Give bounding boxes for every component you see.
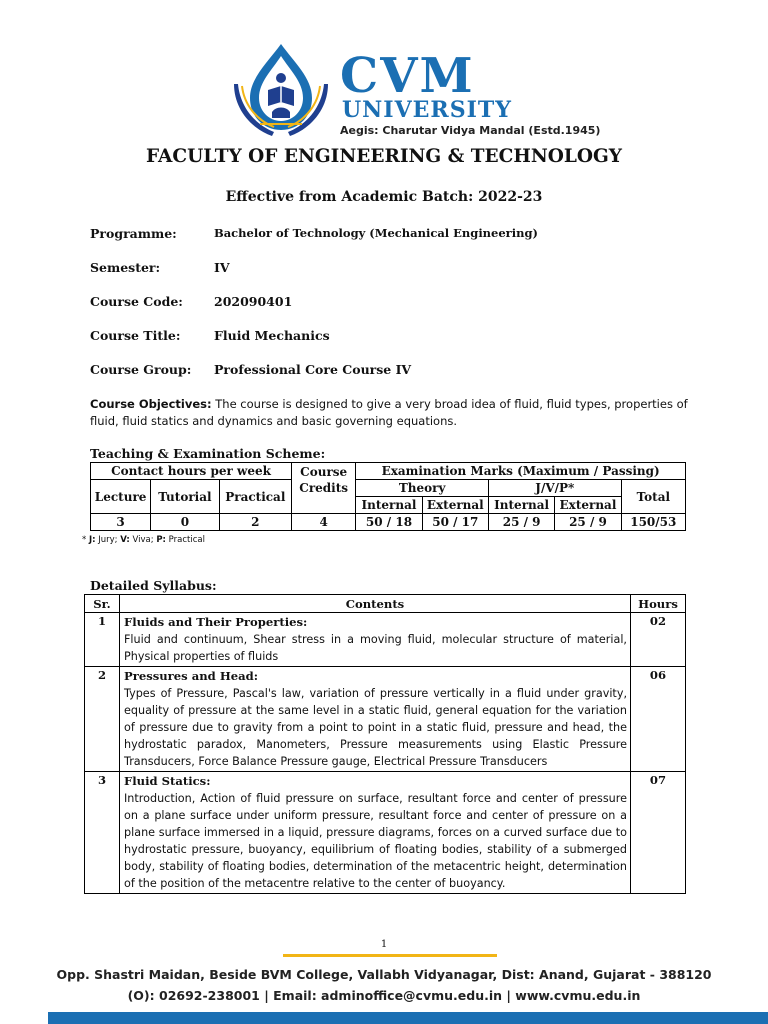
- theory-internal-header: Internal: [356, 497, 422, 514]
- teaching-scheme-table: [90, 462, 686, 531]
- footnote-j-text: Jury;: [95, 535, 121, 545]
- jvp-internal-value: 25 / 9: [488, 514, 554, 531]
- credits-header-line1: Course: [300, 465, 348, 479]
- scheme-title: Teaching & Examination Scheme:: [90, 446, 326, 461]
- row-hours: 07: [631, 772, 686, 894]
- footer-contact: (O): 02692-238001 | Email: adminoffice@cvmu.edu.in | www.cvmu.edu.in: [127, 988, 641, 1003]
- brand-name: CVM: [340, 48, 475, 104]
- batch-line: Effective from Academic Batch: 2022-23: [225, 189, 543, 205]
- objectives-text: The course is designed to give a very broad idea of fluid, fluid types, properties of fluid, fluid statics and dynamics and basic governing equations.: [90, 397, 688, 428]
- programme-value: Bachelor of Technology (Mechanical Engineering): [214, 226, 538, 240]
- syllabus-title: Detailed Syllabus:: [90, 578, 217, 593]
- course-title-row: [90, 328, 330, 343]
- footer-divider: [283, 954, 497, 957]
- contents-header: Contents: [120, 595, 631, 613]
- footnote-v: V:: [120, 535, 130, 545]
- exam-marks-header: Examination Marks (Maximum / Passing): [356, 463, 686, 480]
- lecture-value: 3: [91, 514, 151, 531]
- row-content: [120, 613, 631, 667]
- tutorial-header: Tutorial: [151, 480, 219, 514]
- jvp-header: J/V/P*: [488, 480, 621, 497]
- contact-hours-header: Contact hours per week: [91, 463, 292, 480]
- course-title-value: Fluid Mechanics: [214, 328, 330, 343]
- course-code-row: [90, 294, 293, 309]
- row-sr: 3: [85, 772, 120, 894]
- course-objectives: [90, 396, 700, 430]
- row-topic: Fluid Statics:: [124, 774, 211, 788]
- row-topic: Pressures and Head:: [124, 669, 259, 683]
- programme-row: [90, 226, 538, 241]
- theory-internal-value: 50 / 18: [356, 514, 422, 531]
- course-title-label: Course Title:: [90, 328, 181, 343]
- credits-value: 4: [292, 514, 356, 531]
- programme-label: Programme:: [90, 226, 177, 241]
- hours-header: Hours: [631, 595, 686, 613]
- sr-header: Sr.: [85, 595, 120, 613]
- row-hours: 02: [631, 613, 686, 667]
- total-header: Total: [621, 480, 685, 514]
- footer-address: Opp. Shastri Maidan, Beside BVM College, Vallabh Vidyanagar, Dist: Anand, Gujarat - 388120: [56, 967, 712, 982]
- footnote-p-text: Practical: [165, 535, 205, 545]
- row-topic: Fluids and Their Properties:: [124, 615, 308, 629]
- faculty-title: FACULTY OF ENGINEERING & TECHNOLOGY: [146, 146, 622, 167]
- course-group-row: [90, 362, 412, 377]
- course-group-value: Professional Core Course IV: [214, 362, 412, 377]
- table-row: [85, 613, 686, 667]
- course-group-label: Course Group:: [90, 362, 192, 377]
- row-sr: 2: [85, 667, 120, 772]
- university-logo: [232, 40, 601, 138]
- total-value: 150/53: [621, 514, 685, 531]
- row-desc: Types of Pressure, Pascal's law, variation of pressure vertically in a fluid under gravity, equality of pressure at the same level in a static fluid, general equation for the variation of pressure due to gravity from a point to point in a static fluid, pressure and head, the hydrostatic paradox, Manometers, Pressure measurements using Elastic Pressure Transducers, Force Balance Pressure gauge, Electrical Pressure Transducers: [124, 687, 627, 768]
- theory-external-value: 50 / 17: [422, 514, 488, 531]
- syllabus-table: [84, 594, 686, 894]
- table-row: [85, 772, 686, 894]
- objectives-label: Course Objectives:: [90, 397, 212, 411]
- scheme-footnote: [82, 535, 205, 545]
- jvp-external-header: External: [555, 497, 621, 514]
- brand-aegis: Aegis: Charutar Vidya Mandal (Estd.1945): [340, 124, 601, 137]
- footer-bar: [48, 1012, 768, 1024]
- footnote-j: J:: [88, 535, 96, 545]
- theory-header: Theory: [356, 480, 489, 497]
- theory-external-header: External: [422, 497, 488, 514]
- practical-value: 2: [219, 514, 291, 531]
- course-code-label: Course Code:: [90, 294, 183, 309]
- practical-header: Practical: [219, 480, 291, 514]
- row-content: [120, 772, 631, 894]
- university-emblem-icon: [232, 40, 330, 138]
- semester-label: Semester:: [90, 260, 161, 275]
- credits-header-line2: Credits: [299, 481, 349, 495]
- tutorial-value: 0: [151, 514, 219, 531]
- row-content: [120, 667, 631, 772]
- brand-subtitle: UNIVERSITY: [342, 97, 512, 123]
- footnote-star: *: [82, 535, 89, 545]
- row-hours: 06: [631, 667, 686, 772]
- jvp-internal-header: Internal: [488, 497, 554, 514]
- row-desc: Fluid and continuum, Shear stress in a moving fluid, molecular structure of material, Physical properties of fluids: [124, 633, 627, 663]
- row-sr: 1: [85, 613, 120, 667]
- semester-row: [90, 260, 230, 275]
- footnote-p: P:: [156, 535, 166, 545]
- table-row: [85, 667, 686, 772]
- course-code-value: 202090401: [214, 294, 293, 309]
- footnote-v-text: Viva;: [129, 535, 157, 545]
- brand-text: [340, 48, 601, 138]
- course-credits-header: [292, 463, 356, 514]
- lecture-header: Lecture: [91, 480, 151, 514]
- footer-address-block: [0, 964, 768, 1006]
- jvp-external-value: 25 / 9: [555, 514, 621, 531]
- semester-value: IV: [214, 260, 230, 275]
- row-desc: Introduction, Action of fluid pressure on surface, resultant force and center of pressure on a plane surface under uniform pressure, resultant force and center of pressure on a plane surface immersed in a liquid, pressure diagrams, forces on a curved surface due to hydrostatic pressure, buoyancy, equilibrium of floating bodies, stability of a submerged body, stability of floating bodies, determination of the metacentric height, determination of the position of the metacentre relative to the center of buoyancy.: [124, 792, 627, 890]
- page-number: 1: [380, 939, 388, 950]
